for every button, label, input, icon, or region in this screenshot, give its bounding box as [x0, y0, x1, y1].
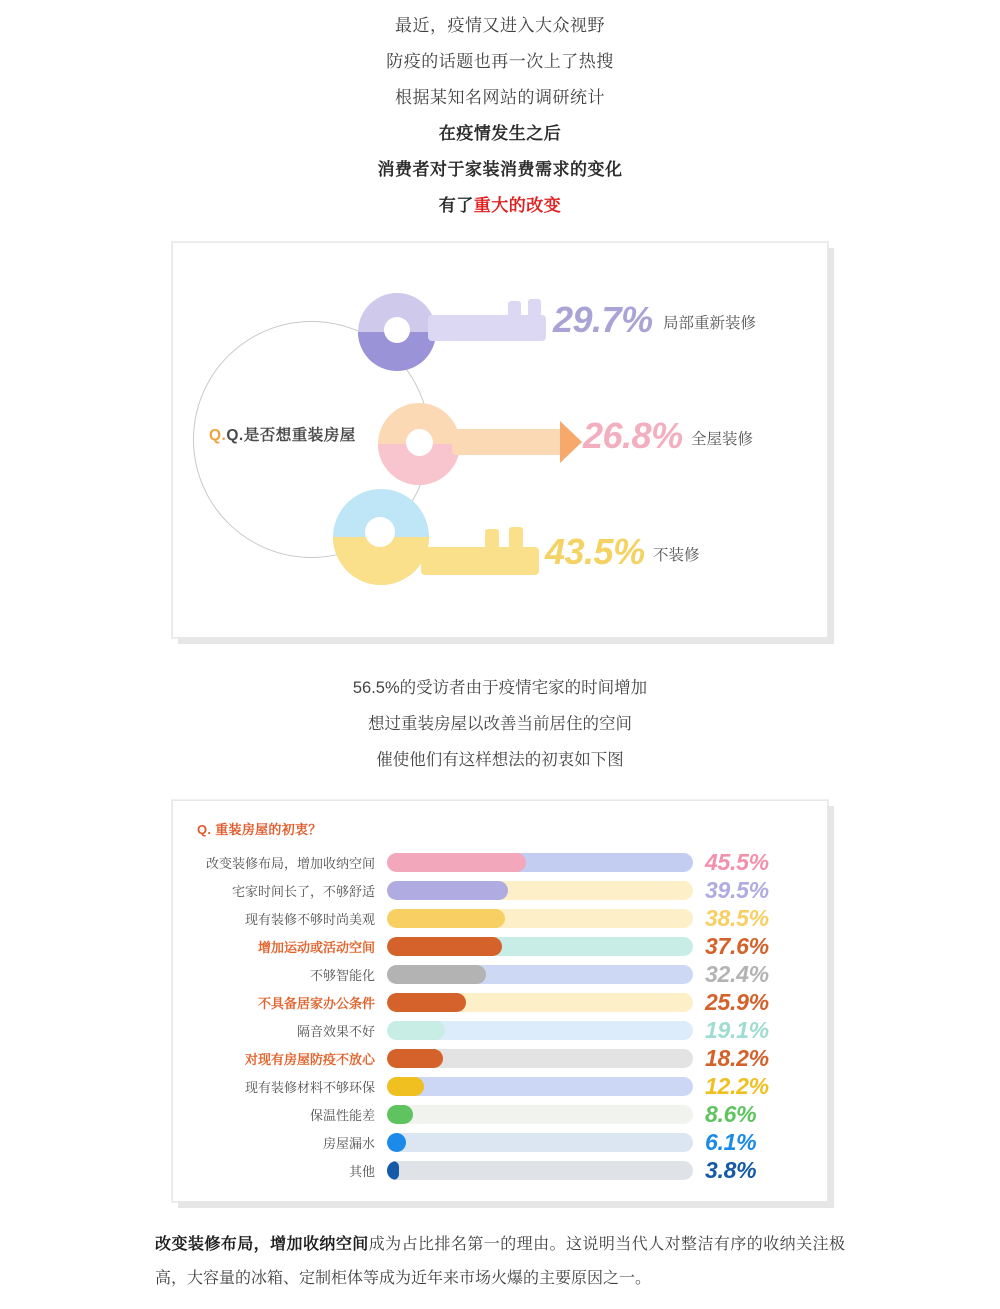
bar-fill	[387, 965, 486, 984]
bar-chart-card	[172, 800, 828, 1202]
bar-row	[173, 1157, 827, 1184]
bar-label: 保温性能差	[309, 1108, 375, 1123]
key-category-1: 局部重新装修	[663, 315, 757, 332]
bar-row	[173, 933, 827, 960]
bar-row	[173, 989, 827, 1016]
bar-label: 现有装修材料不够环保	[244, 1080, 375, 1095]
bar-track	[387, 881, 693, 900]
bar-fill	[387, 881, 508, 900]
intro-line-2: 防疫的话题也再一次上了热搜	[386, 52, 614, 71]
bar-row	[173, 877, 827, 904]
bar-label: 房屋漏水	[322, 1136, 375, 1151]
bar-track	[387, 1049, 693, 1068]
footer-bold-part: 改变装修布局，增加收纳空间	[155, 1236, 369, 1253]
bar-label: 宅家时间长了，不够舒适	[231, 884, 375, 899]
intro-line-6-prefix: 有了	[438, 196, 474, 215]
bar-fill	[387, 1133, 406, 1152]
key-tooth-3b	[509, 527, 523, 549]
bar-value: 19.1%	[705, 1017, 769, 1043]
bar-track	[387, 993, 693, 1012]
bar-track	[387, 965, 693, 984]
bar-value: 3.8%	[705, 1157, 757, 1183]
bar-value: 39.5%	[705, 877, 769, 903]
bar-label: 不够智能化	[309, 968, 375, 983]
bar-fill	[387, 993, 466, 1012]
question-label-text: Q.是否想重装房屋	[226, 427, 356, 444]
bar-chart-rows	[173, 849, 827, 1185]
bar-row	[173, 1101, 827, 1128]
bar-fill	[387, 909, 505, 928]
key-hole-2	[406, 429, 433, 456]
middle-line-c: 催使他们有这样想法的初衷如下图	[376, 751, 624, 769]
bar-label: 不具备居家办公条件	[257, 996, 375, 1011]
bar-chart	[173, 801, 827, 1201]
middle-line-a: 56.5%的受访者由于疫情宅家的时间增加	[352, 679, 648, 697]
key-tooth-3a	[485, 529, 499, 549]
footer-text-block	[155, 1228, 845, 1296]
bar-fill	[387, 1049, 443, 1068]
bar-row	[173, 1129, 827, 1156]
bar-label: 隔音效果不好	[296, 1024, 375, 1039]
bar-row	[173, 905, 827, 932]
bar-track	[387, 1077, 693, 1096]
key-category-3: 不装修	[653, 547, 700, 564]
intro-line-4: 在疫情发生之后	[438, 124, 562, 143]
bar-value: 45.5%	[705, 849, 769, 875]
key-hole-3	[365, 517, 395, 547]
key-value-2: 26.8%	[583, 415, 683, 456]
key-value-3: 43.5%	[545, 531, 645, 572]
bar-value: 32.4%	[705, 961, 769, 987]
key-chart-card	[172, 242, 828, 638]
key-arrow-2	[560, 421, 582, 463]
key-hole-1	[384, 317, 410, 343]
bar-fill	[387, 1161, 399, 1180]
key-shaft-3	[421, 547, 539, 575]
key-chart	[173, 243, 827, 637]
key-category-2: 全屋装修	[691, 431, 754, 448]
bar-label: 其他	[348, 1164, 375, 1179]
bar-fill	[387, 853, 526, 872]
key-shaft-2	[452, 429, 570, 455]
middle-text-block	[0, 670, 1000, 778]
bar-label: 现有装修不够时尚美观	[244, 912, 375, 927]
bar-value: 8.6%	[705, 1101, 757, 1127]
bar-row	[173, 961, 827, 988]
bar-track	[387, 1105, 693, 1124]
key-value-1: 29.7%	[553, 299, 653, 340]
bar-row	[173, 1017, 827, 1044]
bar-value: 25.9%	[705, 989, 769, 1015]
bar-fill	[387, 1077, 424, 1096]
bar-row	[173, 1045, 827, 1072]
bar-value: 38.5%	[705, 905, 769, 931]
bar-chart-title: Q. 重装房屋的初衷？	[197, 822, 322, 837]
bar-track	[387, 1161, 693, 1180]
bar-fill	[387, 1021, 445, 1040]
key-shaft-1	[428, 315, 546, 341]
bar-track	[387, 853, 693, 872]
bar-value: 18.2%	[705, 1045, 769, 1071]
bar-label: 改变装修布局，增加收纳空间	[205, 856, 375, 871]
bar-label: 增加运动或活动空间	[257, 940, 375, 955]
bar-fill	[387, 1105, 413, 1124]
bar-label: 对现有房屋防疫不放心	[244, 1052, 375, 1067]
intro-line-6-highlight: 重大的改变	[473, 196, 562, 215]
question-label	[209, 423, 356, 445]
intro-text-block	[0, 0, 1000, 224]
bar-value: 37.6%	[705, 933, 769, 959]
bar-track	[387, 1133, 693, 1152]
bar-track	[387, 909, 693, 928]
intro-line-5: 消费者对于家装消费需求的变化	[377, 160, 623, 179]
key-tooth-1b	[528, 299, 541, 317]
bar-fill	[387, 937, 502, 956]
intro-line-1: 最近，疫情又进入大众视野	[395, 16, 605, 35]
bar-row	[173, 849, 827, 876]
middle-line-b: 想过重装房屋以改善当前居住的空间	[368, 715, 632, 733]
bar-value: 6.1%	[705, 1129, 757, 1155]
question-mark-prefix: Q.	[209, 427, 227, 444]
bar-track	[387, 937, 693, 956]
bar-value: 12.2%	[705, 1073, 769, 1099]
footer-rest: 成为占比排名第一的理由。这说明当代人对整洁有序的收纳关注极高，大容量的冰箱、定制柜体等成为近年来市场火爆的主要原因之一。	[155, 1236, 845, 1287]
intro-line-6	[0, 188, 1000, 224]
bar-row	[173, 1073, 827, 1100]
key-tooth-1a	[508, 301, 521, 317]
bar-track	[387, 1021, 693, 1040]
intro-line-3: 根据某知名网站的调研统计	[395, 88, 605, 107]
